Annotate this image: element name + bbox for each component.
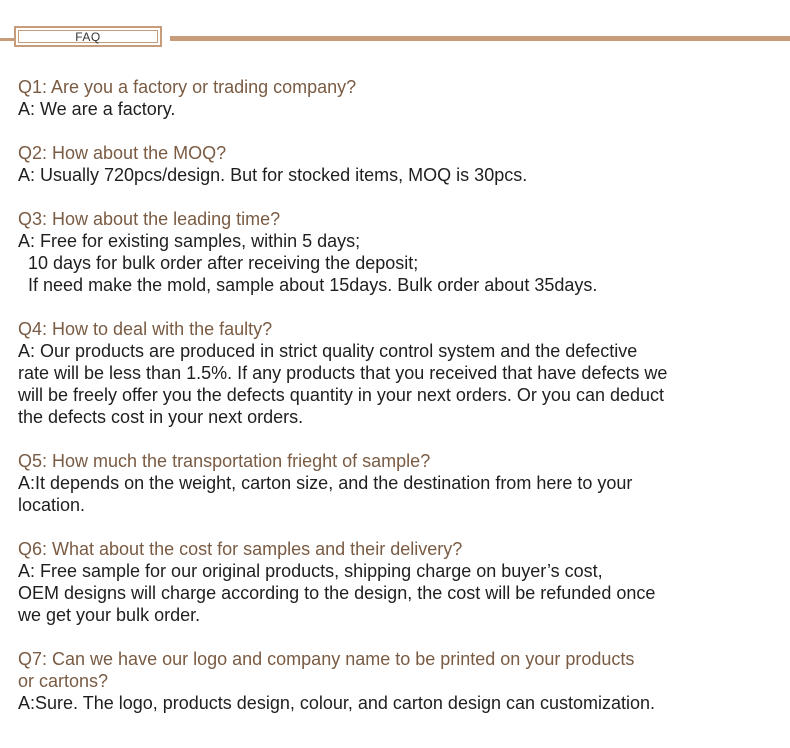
faq-item-4 bbox=[18, 318, 778, 428]
faq-answer-line: rate will be less than 1.5%. If any products that you received that have defects we bbox=[18, 363, 668, 383]
faq-item-1 bbox=[18, 76, 778, 120]
faq-item-7 bbox=[18, 648, 778, 714]
faq-answer-line: A: Free sample for our original products, shipping charge on buyer’s cost, bbox=[18, 561, 603, 581]
faq-answer-line: OEM designs will charge according to the design, the cost will be refunded once bbox=[18, 583, 656, 603]
header-rule-right bbox=[170, 36, 790, 41]
faq-question: Q7: Can we have our logo and company name to be printed on your products or cartons? bbox=[18, 649, 635, 691]
faq-question: Q1: Are you a factory or trading company? bbox=[18, 77, 357, 97]
faq-item-6 bbox=[18, 538, 778, 626]
faq-question: Q6: What about the cost for samples and their delivery? bbox=[18, 539, 463, 559]
faq-answer-line: A: Usually 720pcs/design. But for stocked items, MOQ is 30pcs. bbox=[18, 165, 528, 185]
faq-answer-line: will be freely offer you the defects quantity in your next orders. Or you can deduct bbox=[18, 385, 665, 405]
faq-question: Q2: How about the MOQ? bbox=[18, 143, 227, 163]
faq-answer-line: 10 days for bulk order after receiving the deposit; bbox=[18, 253, 419, 273]
faq-title-box bbox=[14, 26, 162, 47]
faq-question: Q3: How about the leading time? bbox=[18, 209, 281, 229]
faq-answer-line: the defects cost in your next orders. bbox=[18, 407, 304, 427]
faq-item-5 bbox=[18, 450, 778, 516]
faq-answer-line: A:It depends on the weight, carton size, and the destination from here to your bbox=[18, 473, 633, 493]
faq-answer-line: location. bbox=[18, 495, 86, 515]
faq-question: Q5: How much the transportation frieght of sample? bbox=[18, 451, 431, 471]
header-rule-left bbox=[0, 38, 14, 41]
faq-item-3 bbox=[18, 208, 778, 296]
faq-answer-line: A: We are a factory. bbox=[18, 99, 176, 119]
faq-title: FAQ bbox=[75, 29, 101, 44]
faq-answer-line: A: Our products are produced in strict quality control system and the defective bbox=[18, 341, 638, 361]
faq-answer-line: If need make the mold, sample about 15days. Bulk order about 35days. bbox=[18, 275, 598, 295]
faq-answer-line: A:Sure. The logo, products design, colour, and carton design can customization. bbox=[18, 693, 656, 713]
faq-answer-line: we get your bulk order. bbox=[18, 605, 201, 625]
faq-question: Q4: How to deal with the faulty? bbox=[18, 319, 273, 339]
faq-answer-line: A: Free for existing samples, within 5 days; bbox=[18, 231, 361, 251]
faq-item-2 bbox=[18, 142, 778, 186]
